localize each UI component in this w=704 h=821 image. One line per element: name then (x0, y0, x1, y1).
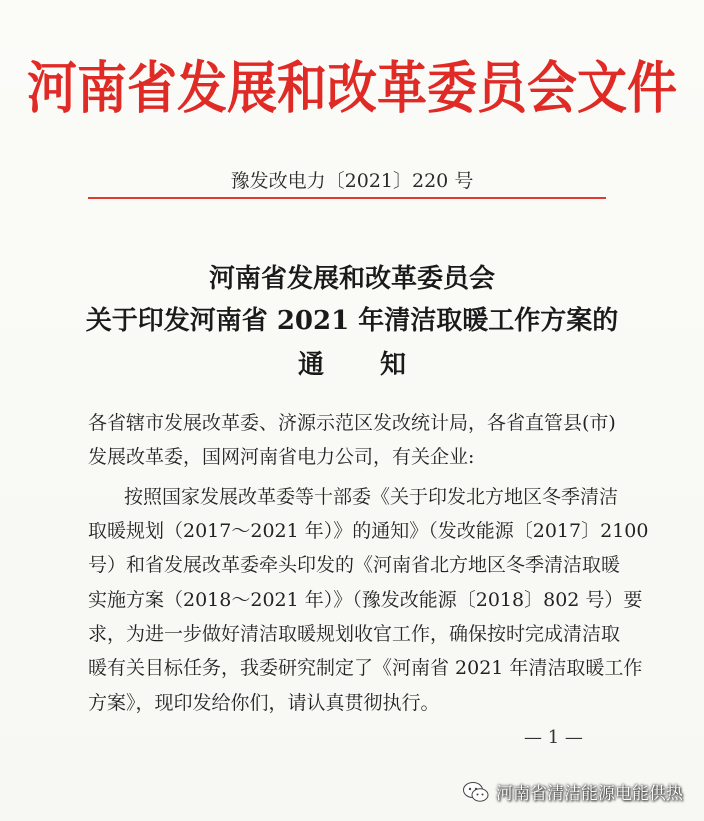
wechat-icon (462, 781, 490, 803)
body-line-3: 按照国家发展改革委等十部委《关于印发北方地区冬季清洁 (124, 486, 619, 508)
watermark-text: 河南省清洁能源电能供热 (496, 784, 683, 804)
body-line-1: 各省辖市发展改革委、济源示范区发改统计局，各省直管县(市) (88, 412, 616, 434)
notice-title-char-tong: 通 (297, 350, 324, 380)
notice-title-char-zhi: 知 (380, 350, 407, 380)
page-number: — 1 — (524, 727, 583, 748)
document-header-title: 河南省发展和改革委员会文件 (27, 54, 677, 121)
body-line-4: 取暖规划（2017～2021 年）》的通知》（发改能源〔2017〕2100 (88, 520, 649, 542)
body-line-6: 实施方案（2018～2021 年）》（豫发改能源〔2018〕802 号）要 (88, 589, 643, 611)
body-line-8: 暖有关目标任务，我委研究制定了《河南省 2021 年清洁取暖工作 (88, 657, 643, 679)
red-divider-line (88, 197, 606, 199)
body-line-7: 求，为进一步做好清洁取暖规划收官工作，确保按时完成清洁取 (88, 623, 621, 645)
notice-title-line-3 (0, 344, 704, 381)
notice-title-line-2: 关于印发河南省 2021 年清洁取暖工作方案的 (85, 306, 619, 336)
body-line-5: 号）和省发展改革委牵头印发的《河南省北方地区冬季清洁取暖 (88, 554, 621, 576)
notice-title-line-1: 河南省发展和改革委员会 (208, 264, 495, 294)
body-line-9: 方案》，现印发给你们，请认真贯彻执行。 (88, 692, 440, 714)
body-line-2: 发展改革委，国网河南省电力公司，有关企业: (88, 446, 475, 468)
document-number: 豫发改电力〔2021〕220 号 (230, 170, 474, 192)
wechat-watermark (462, 779, 683, 804)
